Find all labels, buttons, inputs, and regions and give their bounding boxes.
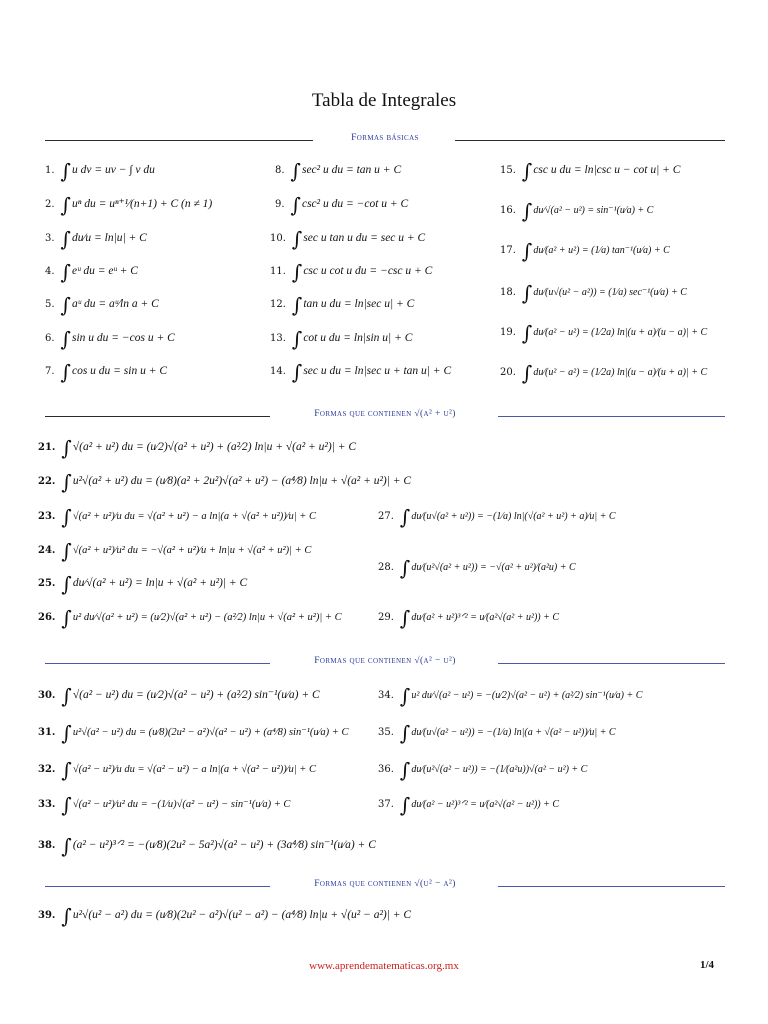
formula-9: 9. ∫csc² u du = −cot u + C: [275, 193, 409, 217]
formula-36: 36. ∫du⁄(u²√(a² − u²)) = −(1⁄(a²u))√(a² − u²) + C: [378, 758, 588, 782]
formula-18: 18. ∫du⁄(u√(u² − a²)) = (1⁄a) sec⁻¹(u⁄a) + C: [500, 281, 687, 305]
formula-8: 8. ∫sec² u du = tan u + C: [275, 159, 402, 183]
formula-15: 15. ∫csc u du = ln|csc u − cot u| + C: [500, 159, 681, 183]
formula-5: 5. ∫aᵘ du = aᵘ⁄ln a + C: [45, 293, 159, 317]
page-title: Tabla de Integrales: [311, 90, 457, 111]
formula-7: 7. ∫cos u du = sin u + C: [45, 360, 168, 384]
formula-34: 34. ∫u² du⁄√(a² − u²) = −(u⁄2)√(a² − u²) + (a²⁄2) sin⁻¹(u⁄a) + C: [378, 684, 643, 708]
section-label: Formas que contienen √(a² − u²): [314, 656, 456, 666]
formula-3: 3. ∫du⁄u = ln|u| + C: [45, 227, 147, 251]
formula-28: 28. ∫du⁄(u²√(a² + u²)) = −√(a² + u²)⁄(a²u) + C: [378, 556, 576, 580]
formula-35: 35. ∫du⁄(u√(a² − u²)) = −(1⁄a) ln|(a + √(a² − u²))⁄u| + C: [378, 721, 616, 745]
section-label: Formas que contienen √(u² − a²): [314, 879, 456, 889]
formula-27: 27. ∫du⁄(u√(a² + u²)) = −(1⁄a) ln|(√(a² + u²) + a)⁄u| + C: [378, 505, 616, 529]
section-label: Formas básicas: [351, 133, 419, 143]
formula-29: 29. ∫du⁄(a² + u²)³ᐟ² = u⁄(a²√(a² + u²)) + C: [378, 606, 560, 630]
formula-39: 39. ∫u²√(u² − a²) du = (u⁄8)(2u² − a²)√(u² − a²) − (a⁴⁄8) ln|u + √(u² − a²)| + C: [38, 904, 412, 928]
formula-20: 20. ∫du⁄(u² − a²) = (1⁄2a) ln|(u − a)⁄(u + a)| + C: [500, 361, 708, 385]
section-header-a2-minus-u2: [45, 656, 725, 670]
footer-url[interactable]: www.aprendematematicas.org.mx: [309, 960, 459, 972]
formula-24: 24. ∫√(a² + u²)⁄u² du = −√(a² + u²)⁄u + ln|u + √(a² + u²)| + C: [38, 539, 312, 563]
formula-25: 25. ∫du⁄√(a² + u²) = ln|u + √(a² + u²)| + C: [38, 572, 248, 596]
formula-12: 12. ∫tan u du = ln|sec u| + C: [270, 293, 415, 317]
formula-23: 23. ∫√(a² + u²)⁄u du = √(a² + u²) − a ln|(a + √(a² + u²))⁄u| + C: [38, 505, 317, 529]
formula-37: 37. ∫du⁄(a² − u²)³ᐟ² = u⁄(a²√(a² − u²)) + C: [378, 793, 560, 817]
formula-17: 17. ∫du⁄(a² + u²) = (1⁄a) tan⁻¹(u⁄a) + C: [500, 239, 670, 263]
section-header-a2-plus-u2: [45, 409, 725, 423]
page-number: 1/4: [700, 959, 715, 971]
formula-22: 22. ∫u²√(a² + u²) du = (u⁄8)(a² + 2u²)√(a² + u²) − (a⁴⁄8) ln|u + √(a² + u²)| + C: [38, 470, 412, 494]
formula-31: 31. ∫u²√(a² − u²) du = (u⁄8)(2u² − a²)√(a² − u²) + (a⁴⁄8) sin⁻¹(u⁄a) + C: [38, 721, 349, 745]
formula-2: 2. ∫uⁿ du = uⁿ⁺¹⁄(n+1) + C (n ≠ 1): [45, 193, 213, 217]
formula-11: 11. ∫csc u cot u du = −csc u + C: [270, 260, 433, 284]
formula-14: 14. ∫sec u du = ln|sec u + tan u| + C: [270, 360, 452, 384]
formula-1: 1. ∫u dv = uv − ∫ v du: [45, 159, 155, 183]
formula-32: 32. ∫√(a² − u²)⁄u du = √(a² − u²) − a ln|(a + √(a² − u²))⁄u| + C: [38, 758, 317, 782]
formula-38: 38. ∫(a² − u²)³ᐟ² = −(u⁄8)(2u² − 5a²)√(a² − u²) + (3a⁴⁄8) sin⁻¹(u⁄a) + C: [38, 834, 376, 858]
formula-30: 30. ∫√(a² − u²) du = (u⁄2)√(a² − u²) + (a²⁄2) sin⁻¹(u⁄a) + C: [38, 684, 320, 708]
section-header-u2-minus-a2: [45, 879, 725, 893]
section-header-basic: [45, 133, 725, 147]
formula-13: 13. ∫cot u du = ln|sin u| + C: [270, 327, 413, 351]
formula-26: 26. ∫u² du⁄√(a² + u²) = (u⁄2)√(a² + u²) − (a²⁄2) ln|u + √(a² + u²)| + C: [38, 606, 342, 630]
formula-10: 10. ∫sec u tan u du = sec u + C: [270, 227, 426, 251]
formula-19: 19. ∫du⁄(a² − u²) = (1⁄2a) ln|(u + a)⁄(u − a)| + C: [500, 321, 708, 345]
section-label: Formas que contienen √(a² + u²): [314, 409, 456, 419]
formula-4: 4. ∫eᵘ du = eᵘ + C: [45, 260, 138, 284]
formula-21: 21. ∫√(a² + u²) du = (u⁄2)√(a² + u²) + (a²⁄2) ln|u + √(a² + u²)| + C: [38, 436, 357, 460]
formula-16: 16. ∫du⁄√(a² − u²) = sin⁻¹(u⁄a) + C: [500, 199, 654, 223]
formula-6: 6. ∫sin u du = −cos u + C: [45, 327, 175, 351]
formula-33: 33. ∫√(a² − u²)⁄u² du = −(1⁄u)√(a² − u²) − sin⁻¹(u⁄a) + C: [38, 793, 291, 817]
